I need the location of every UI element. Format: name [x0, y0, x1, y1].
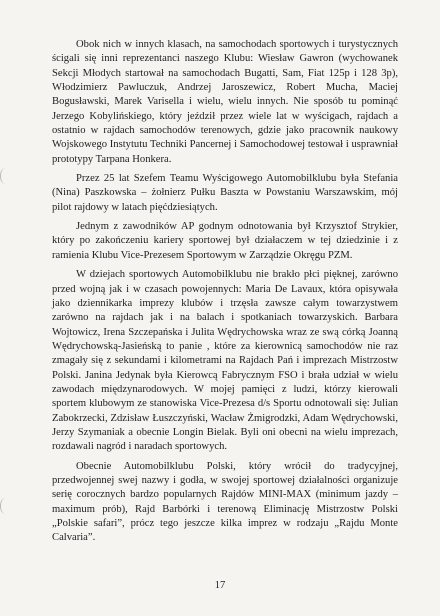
paragraph: Obok nich w innych klasach, na samochodach sportowych i turystycznych ścigali się inni reprezentanci naszego Klubu: Wiesław Gawron (wychowanek Sekcji Młodych startował na samochodach Bugatti, Sam, Fiat 125p i 128 3p), Włodzimierz Pawluczuk, Andrzej Jaroszewicz, Robert Mucha, Maciej Bogusławski, Marek Varisella i wielu, wielu innych. Nie sposób tu pominąć Jerzego Kobylińskiego, który jeździł przez wiele lat w wyścigach, rajdach a ostatnio w rajdach samochodów terenowych, gdzie jako pracownik naukowy Wojskowego Instytutu Techniki Pancernej i Samochodowej testował i usprawniał prototypy Tarpana Honkera. — [52, 39, 398, 165]
body-text — [52, 38, 398, 551]
page-edge-mark — [0, 498, 10, 514]
paragraph: W dziejach sportowych Automobilklubu nie brakło płci pięknej, zarówno przed wojną jak i w czasach powojennych: Maria De Lavaux, która opisywała jako dziennikarka imprezy klubów i trzęsła zawsze całym towarzystwem zarówno na rajdach jak i na balach i spotkaniach towarzyskich. Barbara Wojtowicz, Irena Szczepańska i Julita Wędrychowska wraz ze swą córką Joanną Wędrychowską-Jasieńską to panie , które za kierownicą samochodów nie raz zmagały się z sekundami i kilometrami na Rajdach Pań i imprezach Mistrzostw Polski. Janina Jedynak była Kierowcą Fabrycznym FSO i brała udział w wielu zawodach międzynarodowych. W mojej pamięci z ludzi, którzy kierowali sportem klubowym ze stanowiska Vice-Prezesa d/s Sportu odnotowali się: Julian Zabokrzecki, Zdzisław Łuszczyński, Wacław Żmigrodzki, Adam Wędrychowski, Jerzy Szymaniak a obecnie Longin Bielak. Byli oni obecni na wielu imprezach, rozdawali nagród i naradach sportowych. — [52, 269, 398, 453]
paragraph: Obecnie Automobilklubu Polski, który wrócił do tradycyjnej, przedwojennej swej nazwy i godła, w swojej sportowej działalności organizuje serię corocznych bardzo popularnych Rajdów MINI-MAX (minimum jazdy – maximum prób), Rajd Barbórki i terenową Eliminację Mistrzostw Polski „Polskie safari”, prócz tego jeszcze kilka imprez w rodzaju „Rajdu Monte Calvaria”. — [52, 460, 398, 544]
page-number: 17 — [214, 580, 226, 591]
page-edge-mark — [0, 168, 10, 184]
paragraph: Jednym z zawodników AP godnym odnotowania był Krzysztof Strykier, który po zakończeniu kariery sportowej był działaczem w tej dziedzinie i z ramienia Klubu Vice-Prezesem Sportowym w Zarządzie Okręgu PZM. — [52, 221, 398, 261]
paragraph: Przez 25 lat Szefem Teamu Wyścigowego Automobilklubu była Stefania (Nina) Paszkowska – żołnierz Pułku Baszta w Powstaniu Warszawskim, mój pilot rajdowy w latach pięćdziesiątych. — [52, 173, 398, 213]
